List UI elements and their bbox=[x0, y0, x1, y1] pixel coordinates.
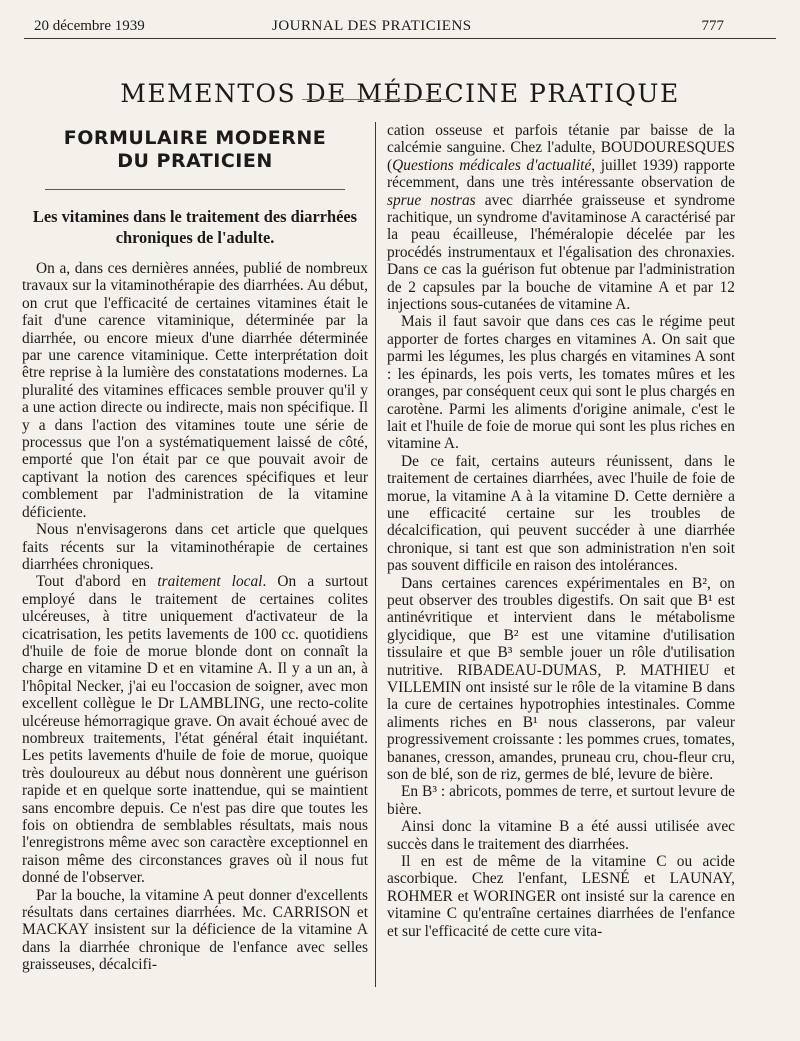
italic-text: Questions médicales d'actualité bbox=[392, 156, 592, 174]
article-heading-line2: chroniques de l'adulte. bbox=[115, 228, 275, 247]
paragraph-b-summary: Ainsi donc la vitamine B a été aussi utilisée avec succès dans le traitement des diarrhées. bbox=[387, 818, 735, 853]
running-header bbox=[24, 14, 776, 39]
formulaire-title-line1: FORMULAIRE MODERNE bbox=[63, 127, 327, 149]
text-run: . On a surtout employé dans le traitement de certaines colites ulcéreuses, à titre uniquement d'activateur de la cicatrisation, les petits lavements de 100 cc. quotidiens d'huile de foie de morue blonde dont on connaît la charge en vitamine D et en vitamine A. Il y a un an, à l'hôpital Necker, j'ai eu l'occasion de soigner, avec mon excellent collègue le Dr LAMBLING, une recto-colite ulcéreuse hémorragique grave. On avait échoué avec de nombreux traitements, l'état général était inquiétant. Les petits lavements d'huile de foie de morue, quoique très douloureux au début nous donnèrent une guérison rapide et en quelque sorte inattendue, qui se maintient sans encombre depuis. Ce n'est pas dire que toutes les fois on obtiendra de semblables résultats, mais nous l'enregistrons même avec son caractère exceptionnel en raison même des circonstances graves où il nous fut donné de l'observer. bbox=[22, 573, 368, 887]
paragraph-vitamin-c: Il en est de même de la vitamine C ou acide ascorbique. Chez l'enfant, LESNÉ et LAUNAY, ROHMER et WORINGER ont insisté sur la carence en vitamine C qu'entraîne certaines diarrhées de l'enfance et sur l'efficacité de cette cure vita- bbox=[387, 853, 735, 940]
text-run: avec diarrhée graisseuse et syndrome rachitique, un syndrome d'avitaminose A caractérisé par la peau écailleuse, l'héméralopie décelée par les procédés instrumentaux et l'égalisation des chronaxies. Dans ce cas la guérison fut obtenue par l'administration de 2 capsules par la bouche de vitamine A et par 12 injections sous-cutanées de vitamine A. bbox=[387, 191, 735, 314]
italic-text: sprue nostras bbox=[387, 191, 476, 209]
article-heading-line1: Les vitamines dans le traitement des diarrhées bbox=[32, 207, 358, 226]
paragraph-oral-vitamin-a: Par la bouche, la vitamine A peut donner d'excellents résultats dans certaines diarrhées. Mc. CARRISON et MACKAY insistent sur la déficience de la vitamine A dans la diarrhée chronique de l'enfance avec selles graisseuses, décalcifi- bbox=[22, 886, 368, 974]
paragraph-vitamin-d: De ce fait, certains auteurs réunissent, dans le traitement de certaines diarrhées, avec l'huile de foie de morue, la vitamine A à la vitamine D. Cette dernière a une efficacité certaine sur les troubles de décalcification, qui peuvent succéder à une diarrhée chronique, si tant est que son administration n'en soit pas souvent difficile en raison des intolérances. bbox=[387, 452, 735, 575]
journal-name: JOURNAL DES PRATICIENS bbox=[272, 18, 472, 34]
paragraph-intro: On a, dans ces dernières années, publié de nombreux travaux sur la vitaminothérapie des diarrhées. Au début, on crut que l'efficacité de certaines vitamines était le fait d'une carence vitaminique, déterminée par la diarrhée, ou encore mieux d'une diarrhée déterminée par une carence vitaminique. Cette interprétation doit être reprise à la lumière des constatations modernes. La pluralité des vitamines efficaces semble prouver qu'il y a une action directe ou indirecte, mais non spécifique. Il y a dans l'action des vitamines toute une série de processus que l'on a systématiquement laissé de côté, emporté que l'on était par ce que pouvait avoir de captivant la notion des carences spécifiques et leur comblement par l'administration de la vitamine déficiente. bbox=[22, 260, 368, 521]
italic-text: traitement local bbox=[157, 573, 263, 591]
paragraph-vitamin-b: Dans certaines carences expérimentales en B², on peut observer des troubles digestifs. On sait que B¹ est antinévritique et intervient dans le métabolisme glycidique, que B² est une vitamine d'utilisation tissulaire et que B³ semble jouer un rôle d'utilisation nutritive. RIBADEAU-DUMAS, P. MATHIEU et VILLEMIN ont insisté sur le rôle de la vitamine B dans la cure de certaines hypotrophies intestinales. Comme aliments riches en B¹ nous classerons, par valeur progressivement croissante : les pommes crues, tomates, bananes, cresson, amandes, pruneau cru, chou-fleur cru, son de blé, son de riz, germes de blé, levure de bière. bbox=[387, 574, 735, 784]
formulaire-rule bbox=[45, 189, 345, 190]
right-column bbox=[387, 122, 735, 940]
text-run: Tout d'abord en bbox=[36, 573, 158, 591]
left-column bbox=[22, 127, 368, 974]
section-title: MEMENTOS DE MÉDECINE PRATIQUE bbox=[120, 78, 680, 108]
paragraph-local-treatment bbox=[22, 573, 368, 886]
formulaire-title-line2: DU PRATICIEN bbox=[117, 150, 273, 172]
title-underline bbox=[302, 99, 452, 100]
formulaire-title bbox=[22, 127, 368, 173]
paragraph-continued bbox=[387, 122, 735, 313]
column-divider bbox=[375, 122, 376, 987]
article-heading bbox=[22, 206, 368, 248]
text-run: cation osseuse et parfois tétanie par baisse de la calcémie sanguine. Chez l'adulte, BOUDOURESQUES ( bbox=[387, 122, 735, 174]
issue-date: 20 décembre 1939 bbox=[34, 18, 145, 34]
page-number: 777 bbox=[701, 18, 724, 34]
text-run: , juillet 1939) rapporte récemment, dans une très intéressante observation de bbox=[387, 156, 735, 192]
paragraph-b3-foods: En B³ : abricots, pommes de terre, et surtout levure de bière. bbox=[387, 783, 735, 818]
paragraph-scope: Nous n'envisagerons dans cet article que quelques faits récents sur la vitaminothérapie de certaines diarrhées chroniques. bbox=[22, 521, 368, 573]
paragraph-diet-vitamin-a: Mais il faut savoir que dans ces cas le régime peut apporter de fortes charges en vitamines A. On sait que parmi les légumes, les plus chargés en vitamines A sont : les épinards, les pois verts, les tomates mûres et les oranges, par conséquent ceux qui sont le plus chargés en carotène. Parmi les aliments d'origine animale, c'est le lait et l'huile de foie de morue qui sont les plus riches en vitamine A. bbox=[387, 313, 735, 453]
